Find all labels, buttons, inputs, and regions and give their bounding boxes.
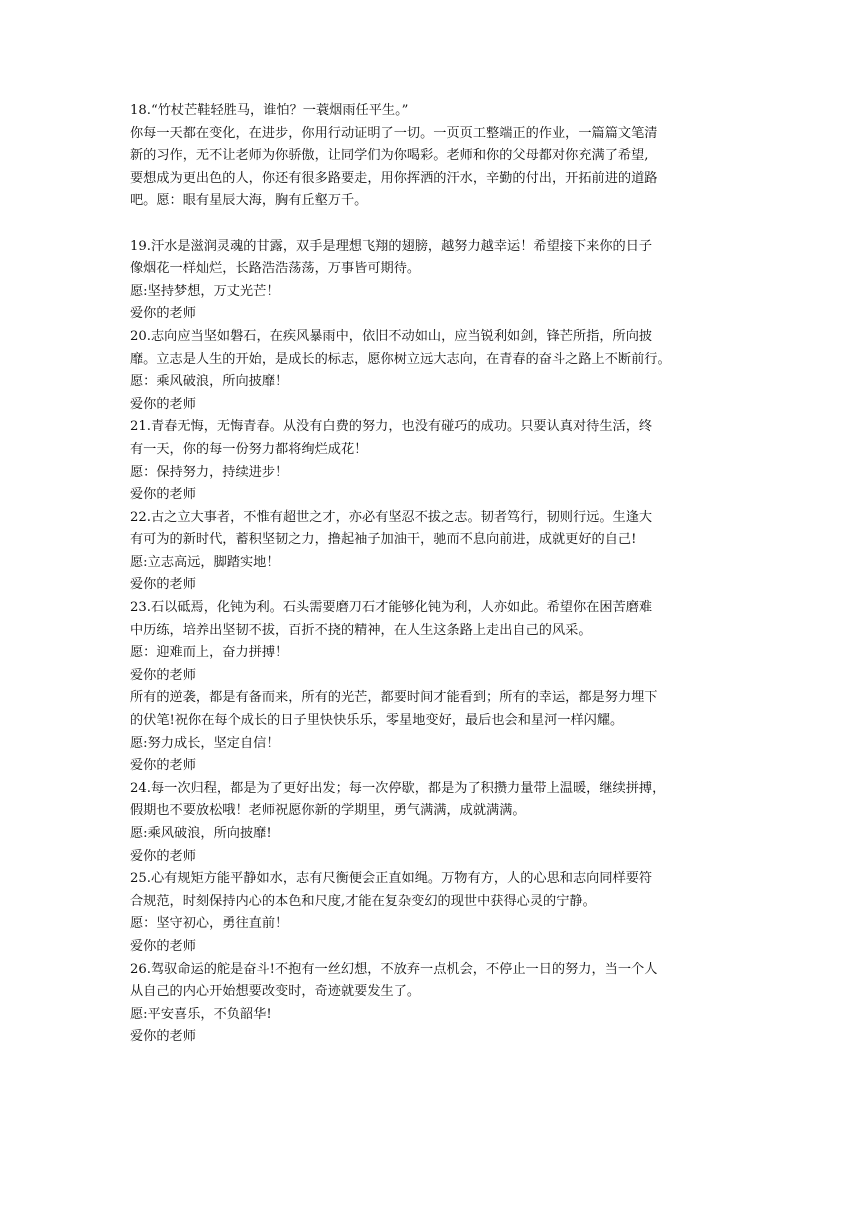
text-line: 愿:努力成长，坚定自信！ (130, 735, 280, 751)
text-line: 合规范，时刻保持内心的本色和尺度,才能在复杂变幻的现世中获得心灵的宁静。 (130, 893, 596, 909)
text-line: 有可为的新时代，蓄积坚韧之力，撸起袖子加油干，驰而不息向前进，成就更好的自己! (130, 532, 637, 548)
text-line: 假期也不要放松哦！老师祝愿你新的学期里，勇气满满，成就满满。 (130, 803, 526, 819)
text-line: 愿：迎难而上，奋力拼搏！ (130, 645, 289, 661)
text-line: 靡。立志是人生的开始，是成长的标志，愿你树立远大志向，在青春的奋斗之路上不断前行。 (130, 351, 671, 367)
text-line: 愿:坚持梦想，万丈光芒！ (130, 283, 280, 299)
text-line: 爱你的老师 (130, 848, 196, 864)
text-line: 愿：保持努力，持续进步！ (130, 464, 289, 480)
text-line: 愿:乘风破浪，所向披靡! (130, 826, 272, 841)
text-line: 从自己的内心开始想要改变时，奇迹就要发生了。 (130, 984, 421, 1000)
text-line: 爱你的老师 (130, 577, 196, 593)
text-line: 爱你的老师 (130, 667, 196, 683)
text-line: 中历练，培养出坚韧不拔，百折不挠的精神，在人生这条路上走出自己的风采。 (130, 622, 592, 638)
text-line: 的伏笔!祝你在每个成长的日子里快快乐乐，零星地变好，最后也会和星河一样闪耀。 (130, 713, 624, 729)
text-line: 愿:立志高远，脚踏实地！ (130, 554, 280, 570)
text-line: 24.每一次归程，都是为了更好出发；每一次停歇，都是为了积攒力量带上温暖，继续拼搏， (130, 780, 666, 796)
text-line: 25.心有规矩方能平静如水，志有尺衡便会正直如绳。万物有方，人的心思和志向同样要符 (130, 871, 653, 887)
text-line: 爱你的老师 (130, 1029, 196, 1045)
text-line: 19.汗水是滋润灵魂的甘露，双手是理想飞翔的翅膀，越努力越幸运！希望接下来你的日子 (130, 238, 653, 254)
text-line: 爱你的老师 (130, 396, 196, 412)
text-line: 18.“竹杖芒鞋轻胜马，谁怕？一蓑烟雨任平生。” (130, 103, 409, 118)
text-line: 23.石以砥焉，化钝为利。石头需要磨刀石才能够化钝为利，人亦如此。希望你在困苦磨难 (130, 600, 653, 616)
text-line: 26.驾驭命运的舵是奋斗!不抱有一丝幻想，不放弃一点机会，不停止一日的努力，当一个人 (130, 961, 658, 977)
text-line: 新的习作，无不让老师为你骄傲，让同学们为你喝彩。老师和你的父母都对你充满了希望, (130, 148, 649, 164)
text-line: 愿：坚守初心，勇往直前！ (130, 916, 289, 932)
text-line: 21.青春无悔，无悔青春。从没有白费的努力，也没有碰巧的成功。只要认真对待生活，终 (130, 419, 653, 435)
text-line: 要想成为更出色的人，你还有很多路要走，用你挥洒的汗水，辛勤的付出，开拓前进的道路 (130, 170, 658, 186)
text-line: 所有的逆袭，都是有备而来，所有的光芒，都要时间才能看到；所有的幸运，都是努力埋下 (130, 690, 658, 706)
text-line: 愿：乘风破浪，所向披靡！ (130, 374, 289, 390)
text-line: 爱你的老师 (130, 758, 196, 774)
text-line: 22.古之立大事者，不惟有超世之才，亦必有坚忍不拔之志。韧者笃行，韧则行远。生逢大 (130, 509, 653, 525)
text-line: 你每一天都在变化，在进步，你用行动证明了一切。一页页工整端正的作业，一篇篇文笔清 (130, 125, 658, 141)
blank-line (130, 213, 734, 236)
text-line: 像烟花一样灿烂，长路浩浩荡荡，万事皆可期待。 (130, 261, 421, 277)
text-line: 爱你的老师 (130, 487, 196, 503)
text-line: 爱你的老师 (130, 306, 196, 322)
text-line: 爱你的老师 (130, 938, 196, 954)
text-line: 20.志向应当坚如磐石，在疾风暴雨中，依旧不动如山，应当锐利如剑，锋芒所指，所向披 (130, 328, 653, 344)
text-line: 有一天，你的每一份努力都将绚烂成花！ (130, 441, 368, 457)
text-line: 愿:平安喜乐，不负韶华! (130, 1006, 272, 1022)
document-body (130, 100, 734, 1049)
text-line: 吧。愿：眼有星辰大海，胸有丘壑万千。 (130, 193, 368, 209)
